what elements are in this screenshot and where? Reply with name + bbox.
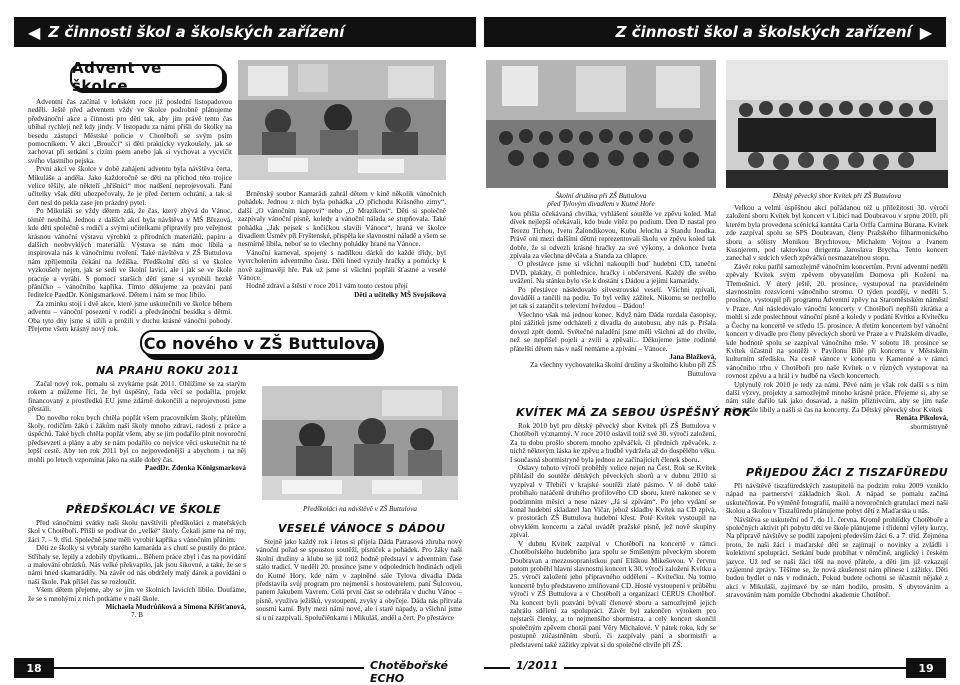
vesele-signature: Jana Blažková, [669,352,716,361]
kvitek-paragraph: Oslavy tohoto výročí proběhly velice nejen na Čest. Rok se Kvítek přihlásil do soutěže dětských pěveckých sborů a v dubnu 2010 si vyzpíval v Třebíči v krajské soutěži zlaté pásmo. V té době také probíhalo natáčení druhého profilového CD sboru, které nakonec se v podzimním měsíci a nese název „Já si zpívám“. Po jeho vydání se konal hudební skladatel Jan Vičar, jehož skladby Kvítek na CD zpívá, v prostorách ZŠ Buttulova hudební křest. Poté Kvítek vystoupil na obvyklém koncertu a začal uvádět pražské písně, jež nově skupiny zpíval. [510,464,716,540]
photo2-caption: Předškoláci na návštěvě v ZŠ Buttulova [303,505,417,513]
vesele-paragraph: Stejně jako každý rok i letos si přijela Dáda Patrasová zhruba nový vánoční pořad se spoustou soutěží, písniček a pohádek. Pro žáky naší školní družiny a klubu se již totiž hodně představí v adventním čase stálo tradicí. V neděli 20. prosince jsme v odpoledních hodinách odjeli do Kutné Hory, kde nám v zaplněné sále Tylova divadla Dáda představila svůj program pro nejmenší s hostovatelem, paní Šulcovou, panem Jakubem Vavrem. Celá první část se odehrála v duchu Vánoc – písně, využiva ježíšků, vystoupení, zvyky a obyčeje. Dáda nás přítvala sousmí kamí. Byly mezi námi nové, ale i staré nápady, a všichni jsme si u ní zazpívali. Spolučiěnkami i Mikuláš, anděl a čert. Po přestávce [256,538,462,622]
photo3-caption-line2: před Tylovým divadlem v Kutné Hoře [547,200,655,208]
praha-paragraph: Do nového roku bych chtěla popřát všem pracovníkům školy, přátelům školy, rodičům žáků i žákům naší školy mnoho zdraví, radosti z práce a úspěchů. Také bych chtěla popřát všem, aby se jim podařilo plnit novoroční předsevzetí a plány a aby se nám podařilo co nejvíce věcí uskutečnit na té lepší cestě. Aby ten rok 2011 byl co nejpovedenější a abychom i na něj mohli po letech vzpomínat jako na stále dobrý čas. [28,413,246,464]
middle-paragraph: Brněnský soubor Kamarádi zahrál dětem v kině několik vánočních pohádek. Jednou z nich byla pohádka „O přichodu Krásného zimy“, další „O vánočním kaprovi“ nebo „O Mrazíkovi“. Děti si společně zazpívaly vánoční písně, koledy a vánoční nálada se stupňovala. Také pohádka „Jak pejsek s kočičkou slavili Vánoce“, hraná ve školce divadlem Úsměv při Fryštenské, přispěla ke slavnostní náladě a všem se nesmírně líbila, neboť se to všechny pohádky hrané na Vánoce. [238,190,446,249]
kvitek-signature-role: sbormistryně [910,422,948,431]
predskolaci-paragraph: Před vánočními svátky naši školu navštívili předškoláci z mateřských škol v Chotěboři. Přišli se podívat do „velké“ školy. Čekali jsme na ně my, žáci 7. – 9. tříd. Společně jsme měli vyrobit kapříka s vánočním přáním. [28,519,246,544]
advent-paragraph: Adventní čas začínal v loňském roce již poslední listopadovou neděli. Ještě před adventem vždy ve školce podrobně plánujeme předvánoční akce a činnosti pro děti tak, aby jim právě tento čas ubíhal rychleji než kdy jindy. V listopadu za námi přišli do školky na besedu zástupci Městské policie v Chotěboři se svým psím pomocníkem. V akci „Broučci“ si děti prakticky vyzkoušely, jak se zachovat při setkání s cizím psem anebo jak si vychovat a vycvičit svého vlastního pejska. [28,98,232,165]
header-right-title: Z činnosti škol a školských zařízení [615,23,912,41]
kvitek-cont-paragraph: Uplynulý rok 2010 je tedy za námi. Pěvé nám je však rok další s s ním další výzvy, projekty a samozřejmě mnoho krásné práce. Přejeme si, aby se nám stále dařilo tak jako dosavad, a naším příznivcům, aby se jim naše zpěvy stále líbily a našli si čas na koncerty. Za Dětský pěvecký sbor Kvítek [726,380,948,414]
kvitek-paragraph: V dubnu Kvítek zazpíval v Chotěboři na koncertě v rámci Chotěbořského hudebního jara spolu se Smíšeným pěveckým sborem Doubravan a mezzosopranistkou paní Eliškou Mikešovou. V červnu potom proběhl hlavní slavnostní koncert k 30. výročí založení Kvítku a 25. výročí založení jeho přípravného oddělení – Kvítečku. Na tomto koncertě bylo představeno zmiňované CD. Hosté vystoupení v průběhu výročí v ZŠ Buttulova a v Chotěboři a organizaci CERUS Chotěboř. Na koncert byli pozváni bývalí členové sboru a samozřejmě jejich zahrálo sdělení za spolupráci. Závěr byl zakončen výrokem pro nejstarší členky, a to nejmenšího sbormistra, a celý koncert skončil společným zpěvem chorál paní Věry Michalové. V pátek roku, kdy se postupně zúčastněním sborů, či zazpívaly paní a sbormistři a představení také zážitky zpívat si do společné chvíle při ZŠ. [510,539,716,649]
kvitek-paragraph: Rok 2010 byl pro dětský pěvecký sbor Kvítek při ZŠ Buttulova v Chotěboři významný. V roce 2010 oslavil totiž své 30. výročí založení. Za tu dobu prošlo sborem mnoho zpěváčků, či předních zpěvaček, z nichž některým láska ke zpěvu a hudbě vydržela až do dospělého věku. I současná sbormistryně byla jednou ze začínajících členek sboru. [510,422,716,464]
choir-photo [726,60,948,188]
kindergarten-photo [238,60,446,180]
middle-paragraph: Vánoční karneval, spojený s nadílkou dárků do každé třídy, byl vyvrcholením adventního času. Děti hned vyzuly hračky a pomůcky k nově zajímavějí hře. Pak už jsme si všichni popřáli šťastné a veselé Vánoce. [238,248,446,283]
kvitek-heading: KVÍTEK MÁ ZA SEBOU ÚSPĚŠNÝ ROK [516,406,751,419]
prijedou-paragraph: Návštěva se uskuteční od 7. do 11. června. Kromě prohlídky Chotěboře a společných aktivit při pobytu dětí ve škole plánujeme i třídenní výlety kurzy. Na přípravě návštěvy se podílí zapojení především žáci 6. a 7. tříd. Zejména proto, že naši žáci i maďarské děti se zajímají o novinky a zvládli i kolektivní spolupráci. Setkání bude probíhat v němčině, anglický i českém jazyce. Už teď se naši žáci těší na nové přátele, a děti jim již vzkazují vzájemné zprávy. Těšíme se, že nová zkušenost nám přinese i zážitky. Děti budou bydlet u nás v rodinách. Pokud budete ochotni se účastnit nějaké z akcí v Mikuláši, zajímavé by se nám hodilo, prosím. S ubytováním a stravováním nám pomůže Obchodní akademie Chotěboř. [726,515,948,600]
kvitek-cont-paragraph: Velkou a velmi úspěšnou akcí pořádanou též u příležitosti 30. výročí založení sboru Kvítek byl koncert v Libici nad Doubravou v srpnu 2010, při kterém byla provedena scénická kantáta Carla Orffa Carmina Burana. Kvítek zde zazpíval spolu se SPS Doubravan, členy Pražského filharmonického sboru a sólisty Monikou Brychtovou, Michalem Vojtou a Ivanem Kusnjerem, pod taktovkou dirigenta Jaroslava Brycha. Tento koncert zanechal v srdcích všech zpěváčků nesmazatelnou stopu. [726,204,948,263]
kvitek-cont-paragraph: Závěr roku patřil samozřejmě vánočním koncertům. První adventní neděli zpěvaly Kvítek svým zpěvem obyvatelům Domova při Kožení na Třemošnici. V úterý ještě, 20. prosince, vystupoval na pravidelném slavnostním rozsvícení vánočního stromu. O týden později, v neděli 5. prosince, vystoupil při programu Adventní zpěvy na Staroměstském náměstí v Praze. Ani následovalo vánoční koncerty v Chotěboři nepřišli zkrátka a mohli si zde poslechnout vánoční písně a koledy v podání Kvítku a Kvítečku a Čechy na koncertě ve středu 15. prosince. A třetím koncertem byl vánoční koncert v divadle pro členy pěveckých sborů ve Praze a v Pražském divadle, kde hodnotě spolu se zazpíval vánočního mše. V sobotu 18. prosince se Kvítek účastnil na soutěži v Pavilonu Bílé při koncertu v Městském kulturním středisku. Na cestě vánoce v koncertu v Kamenné a v rámci vánočního trhu v Chotěboři pro naše Kvítek o v různých vystupovat na rovnost zpěvu a a hrál i v hudbě na všech koncertech. [726,262,948,381]
issue-number: 1/2011 [510,659,564,672]
vesele-cont-paragraph: Všechno však má jednou konec. Když nám Dáda rozdala časopisy, plní zážitků jsme odcházeli z divadla do autobusu, aby nás p. Pršala dovezl zpět domů. Světečné naladění jsme měli všichni až do chvíle, než se nepřišel pojeli a zvili a zpěvali... Děkujeme jsme rodinné přátelští dětem nás v naší nemáme a zpívání – Vánoce. [510,310,716,353]
predskolaci-column [28,519,246,649]
praha-paragraph: Začal nový rok, pomalu si zvykáme psát 2011. Ohlížíme se za starým rokem a můžeme říci, že byl úspěšný, řada věcí se podařila, projekt financovaný z prostředků EU jsme zdárně dokončili a neprojevnosti jsme přestáli. [28,380,246,414]
photo3-caption [486,192,716,208]
vesele-continued-column [510,210,716,400]
kvitek-continued-column [726,204,948,431]
kvitek-signature: Renáta Pikolová, [895,414,948,423]
buttulova-title: Co nového v ZŠ Buttulova [140,330,380,356]
predskolaci-paragraph: Děti ze školky si vybraly starého kamaráda a s chutí se pustily do práce. Stříhaly se, lepily a zdobily třpytkami... Během práce zbyl i čas na povídání a malování obrázků. Nás velké překvapilo, jak jsou šikovné, a také, že se s námi hned skamarádily. Na závěr od nás obdržely malý dárek a povídání o naší škole. Pak přišel čas se rozloučit. [28,544,246,586]
praha-column [28,380,246,486]
page-number-right: 19 [906,658,946,678]
theatre-photo [486,60,716,188]
vesele-cont-paragraph: O přestávce jsme si všichni nakoupili buď hudební CD, taneční DVD, plakáty, či pohlednice, hračky i občerstvení. Každý dle svého uvážení. Na stánku bylo vše k dostání s Dádou a jejími kamarády. [510,260,716,286]
vesele-column [256,538,462,650]
arrow-right-icon: ▶ [919,22,932,42]
arrow-left-icon: ◀ [28,22,41,42]
praha-heading: NA PRAHU ROKU 2011 [96,364,240,377]
magazine-name: Chotěbořské ECHO [364,659,480,685]
predskolaci-class: 7. B [131,611,143,620]
middle-signature: Děti a učitelky MŠ Svojsíkova [354,290,446,299]
prijedou-column [726,482,948,650]
page-number-left: 18 [14,658,54,678]
right-page [480,0,960,685]
advent-column [28,98,232,333]
predskolaci-signature: Michaela Mudrůňková a Simona Křišťanová, [105,603,246,612]
vesele-cont-paragraph: Po přestávce následovalo silvestrovské veselí. Všichni zpívali, dovádělí a tančili na podiu. To byl velký zážitek. Nikomu se nechtělo jet tak si zatančit s televizní hvězdou – Dádou! [510,285,716,311]
advent-paragraph: Za zmínku stojí i dvě akce, které jsme uskutečnili ve školce během adventu – vánoční posezení v rodiči a předvánoční besídka s dětmi. Oba tyto dny jsme si užili a prožili v duchu krásné vánoční pohody. Přejeme všem krásný nový rok. [28,299,232,333]
advent-paragraph: Po Mikuláši se vždy dětem zdá, že čas, který zbývá do Vánoc, téměř neubíhá. Jednou z dalších akcí byla návštěva v MŠ Březová, kde děti společně s rodiči a svými učitelkami připravily pro veřejnost krásnou vánoční výstavu výrobků z přírodních materiálů, papíru a dalších neobvyklých materiálů. Výstava se nám moc líbila a inspirovala nás k vánočnímu tvoření. Také návštěva v ZŠ Buttulova nám zpříjemnila čekání na Ježíška. Předškolní děti si ve školce vyzkoušely nejen, jak se sedí ve školní lavici, ale i jak se ve škole pracuje a vyrábí. S pomocí starších dětí jsme si vyrobili hezké přáníčko – vánočního kapříka. Tímto děkujeme za pozvání paní ředitelce PaedDr. Königsmarkové. Dětem i nám se moc líbilo. [28,207,232,300]
predskolaci-photo [262,386,458,500]
photo3-caption-line1: Školní družina při ZŠ Buttulova [555,192,647,200]
middle-column [238,190,446,320]
advent-title: Advent ve školce [70,64,224,90]
predskolaci-paragraph: Všem dětem přejeme, aby se jim ve školních lavicích líbilo. Doufáme, že se s mnohými z nich potkáme v naší škole. [28,586,246,603]
predskolaci-heading: PŘEDŠKOLÁCI VE ŠKOLE [66,503,221,516]
vesele-heading: VESELÉ VÁNOCE S DÁDOU [278,522,446,535]
vesele-signature-role: Za všechny vychovatelka školní družiny a školního klubu při ZŠ Buttulova [530,361,716,378]
prijedou-heading: PŘIJEDOU ŽÁCI Z TISZAFÜREDU [746,466,949,479]
photo4-caption: Dětský pěvecký sbor Kvítek při ZŠ Buttulova [772,192,902,200]
vesele-cont-paragraph: kou přišla očekávaná chvilka, vyhlášení soutěže ve zpěvu koled. Mal dívek nejlepší očekávali, kdo bude vítěz po podium. Den D nastal pro Terezu Tichou, Ivetu Žalondíkovou, Kubu Jelochu a Standu Joudka. Právě oni mezi dalšími dětmi reprezentovali školu ve zpěvu koled tak dobře, že si odvezli krásné hračky za své výkony, a dokonce Iveta zpívala za všechna děvčata a Standa za chlapce. [510,210,716,261]
kvitek-column [510,422,716,650]
middle-paragraph: Hodně zdraví a štěstí v roce 2011 vám touto cestou přejí [246,282,408,291]
header-left-title: Z činnosti škol a školských zařízení [48,23,345,41]
praha-signature: PaedDr. Zdenka Königsmarková [145,464,246,473]
advent-paragraph: První akcí ve školce v době zahájení adventu byla návštěva čerta, Mikuláše a anděla. Jako každoročně se děti na příchod této trojice velice těšily, ale někteří „hříšníci“ moc nadšení neprojevovali. Paní učitelky však děti ubezpečovaly, že je před čertem ochrání, a tak si čert nesl do pekla zase jen prázdný pytel. [28,165,232,207]
prijedou-paragraph: Při návštěvě tiszafüredských zastupitelů na podzim roku 2009 vzniklo nápad na partnerství základních škol. A nápad se pomalu začíná uskutečňovat. Po výměně fotografií, mailů a novoročních gratulací mezi naší školou a školou v Tiszafüredu plánujeme pobyt dětí z Maďarska u nás. [726,482,948,516]
